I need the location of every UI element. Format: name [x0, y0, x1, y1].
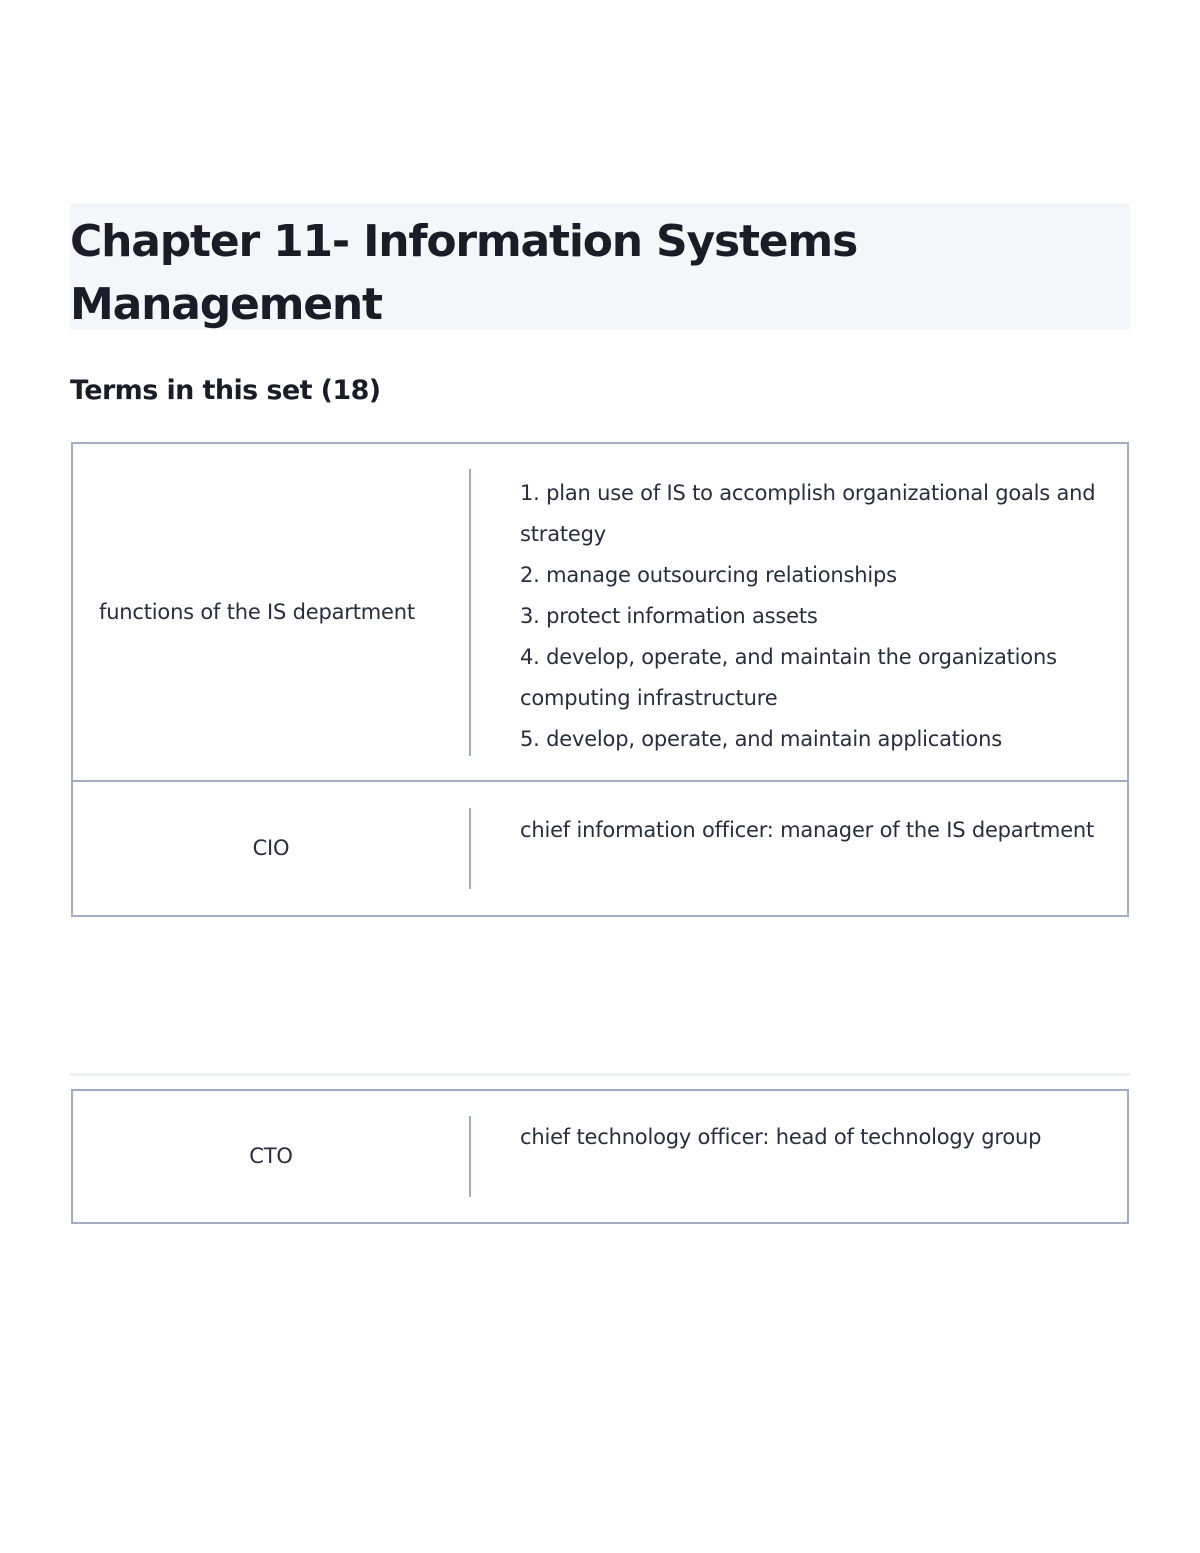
term-card [71, 780, 1129, 917]
card-divider [469, 808, 471, 889]
term-text: functions of the IS department [99, 599, 415, 624]
definition-line: chief information officer: manager of the IS department [520, 818, 1095, 842]
definition-line: 3. protect information assets [520, 604, 818, 628]
term-card [71, 1089, 1129, 1224]
definition-text [520, 1117, 1110, 1158]
definition-text [520, 473, 1110, 760]
card-divider [469, 1116, 471, 1197]
definition-line: 4. develop, operate, and maintain the organizations computing infrastructure [520, 645, 1064, 710]
definition-line: 1. plan use of IS to accomplish organizational goals and strategy [520, 481, 1102, 546]
definition-line: chief technology officer: head of technology group [520, 1125, 1042, 1149]
definition-text [520, 810, 1110, 851]
page-title: Chapter 11- Information Systems Management [70, 216, 858, 330]
term-text: CTO [249, 1144, 293, 1168]
term-text: CIO [252, 836, 290, 860]
terms-count-heading: Terms in this set (18) [70, 375, 381, 406]
page-separator [70, 1073, 1130, 1076]
card-divider [469, 469, 471, 756]
term-card [71, 442, 1129, 782]
definition-line: 5. develop, operate, and maintain applications [520, 727, 1002, 751]
definition-line: 2. manage outsourcing relationships [520, 563, 897, 587]
